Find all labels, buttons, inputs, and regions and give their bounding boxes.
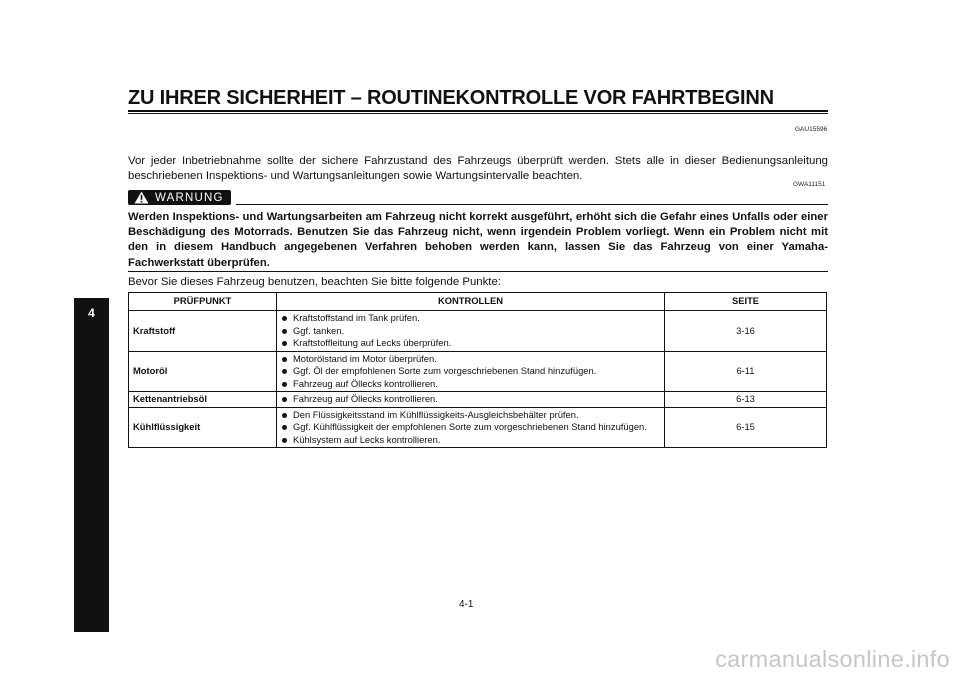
list-item: Fahrzeug auf Öllecks kontrollieren. xyxy=(281,378,660,391)
row-item: Motoröl xyxy=(129,351,277,392)
table-header-row xyxy=(129,293,827,311)
list-item: Ggf. Kühlflüssigkeit der empfohlenen Sorte zum vorgeschriebenen Stand hinzufügen. xyxy=(281,421,660,434)
row-checks xyxy=(277,392,665,408)
row-checks xyxy=(277,311,665,352)
section-code: GAU15596 xyxy=(795,126,828,133)
row-checks xyxy=(277,351,665,392)
warning-text: Werden Inspektions- und Wartungsarbeiten am Fahrzeug nicht korrekt ausgeführt, erhöht sich die Gefahr eines Unfalls oder einer Beschädigung des Motorrads. Benutzen Sie das Fahrzeug nicht, wenn irgendein Problem vorliegt. Wenn ein Problem nicht mit den in diesem Handbuch angegebenen Verfahren behoben werden kann, lassen Sie das Fahrzeug von einer Yamaha-Fachwerkstatt überprüfen. xyxy=(128,211,828,269)
chapter-number: 4 xyxy=(88,306,95,320)
table-row xyxy=(129,311,827,352)
list-item: Ggf. Öl der empfohlenen Sorte zum vorgeschriebenen Stand hinzufügen. xyxy=(281,365,660,378)
pre-ride-check-table xyxy=(128,292,827,448)
warning-badge xyxy=(128,190,231,205)
table-row xyxy=(129,407,827,448)
watermark: carmanualsonline.info xyxy=(715,646,950,672)
list-item: Kraftstoffstand im Tank prüfen. xyxy=(281,312,660,325)
row-page: 6-13 xyxy=(665,392,827,408)
list-item: Den Flüssigkeitsstand im Kühlflüssigkeits-Ausgleichsbehälter prüfen. xyxy=(281,409,660,422)
row-page: 6-15 xyxy=(665,407,827,448)
list-item: Motorölstand im Motor überprüfen. xyxy=(281,353,660,366)
intro-paragraph: Vor jeder Inbetriebnahme sollte der sichere Fahrzustand des Fahrzeugs überprüft werden. Stets alle in dieser Bedienungsanleitung beschriebenen Inspektions- und Wartungsanleitungen sowie Wartungsintervalle beachten. xyxy=(128,155,828,182)
table-row xyxy=(129,392,827,408)
warning-rule xyxy=(236,204,828,205)
table-row xyxy=(129,351,827,392)
row-page: 6-11 xyxy=(665,351,827,392)
warning-end-rule xyxy=(128,271,828,272)
list-item: Kraftstoffleitung auf Lecks überprüfen. xyxy=(281,337,660,350)
row-item: Kraftstoff xyxy=(129,311,277,352)
header-checkpoint: PRÜFPUNKT xyxy=(129,293,277,311)
list-item: Kühlsystem auf Lecks kontrollieren. xyxy=(281,434,660,447)
lead-text: Bevor Sie dieses Fahrzeug benutzen, beachten Sie bitte folgende Punkte: xyxy=(128,276,501,288)
chapter-tab xyxy=(74,298,109,632)
warning-label: WARNUNG xyxy=(155,191,224,204)
header-checks: KONTROLLEN xyxy=(277,293,665,311)
row-item: Kettenantriebsöl xyxy=(129,392,277,408)
list-item: Ggf. tanken. xyxy=(281,325,660,338)
row-page: 3-16 xyxy=(665,311,827,352)
page-title: ZU IHRER SICHERHEIT – ROUTINEKONTROLLE VOR FAHRTBEGINN xyxy=(128,87,774,109)
warning-triangle-icon xyxy=(134,191,149,204)
title-rule-thin xyxy=(128,113,828,114)
header-page: SEITE xyxy=(665,293,827,311)
warning-code: GWA11151 xyxy=(793,181,826,188)
title-rule xyxy=(128,110,828,112)
row-checks xyxy=(277,407,665,448)
row-item: Kühlflüssigkeit xyxy=(129,407,277,448)
list-item: Fahrzeug auf Öllecks kontrollieren. xyxy=(281,393,660,406)
page-number: 4-1 xyxy=(459,599,474,610)
